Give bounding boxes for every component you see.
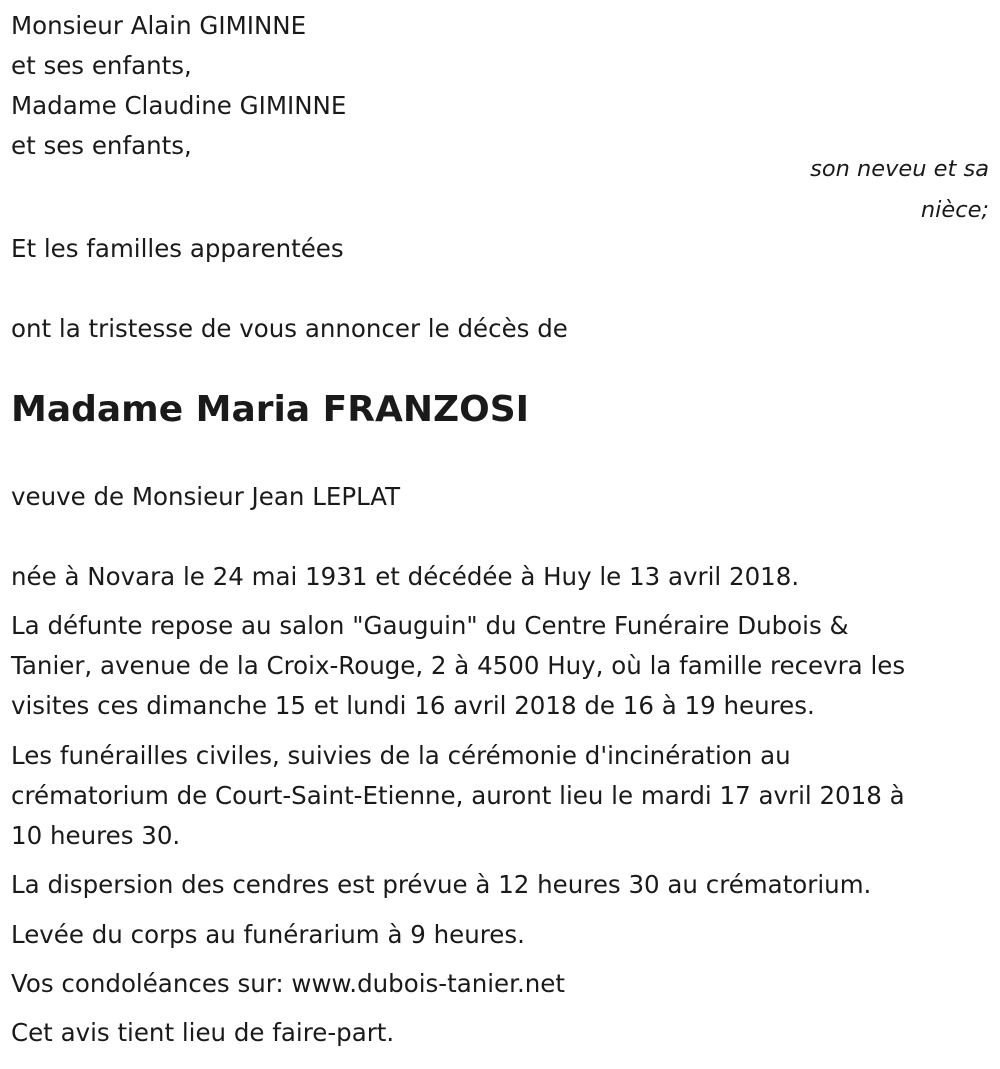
- body-removal-text: Levée du corps au funérarium à 9 heures.: [11, 920, 525, 949]
- family-member-claudine: Madame Claudine GIMINNE: [11, 91, 347, 120]
- announcement-text: ont la tristesse de vous annoncer le décès de: [11, 314, 568, 343]
- funeral-text-line1: Les funérailles civiles, suivies de la cérémonie d'incinération au: [11, 741, 791, 770]
- visitation-text-line2: Tanier, avenue de la Croix-Rouge, 2 à 4500 Huy, où la famille recevra les: [11, 651, 906, 680]
- deceased-name: Madame Maria FRANZOSI: [11, 389, 530, 430]
- visitation-text-line3: visites ces dimanche 15 et lundi 16 avril 2018 de 16 à 19 heures.: [11, 691, 815, 720]
- family-member-claudine-children: et ses enfants,: [11, 131, 192, 160]
- relation-label-line2: nièce;: [920, 197, 989, 223]
- family-member-alain: Monsieur Alain GIMINNE: [11, 11, 307, 40]
- visitation-text-line1: La défunte repose au salon "Gauguin" du Centre Funéraire Dubois &: [11, 611, 849, 640]
- funeral-text-line2: crématorium de Court-Saint-Etienne, auront lieu le mardi 17 avril 2018 à: [11, 781, 905, 810]
- family-member-alain-children: et ses enfants,: [11, 51, 192, 80]
- ashes-dispersion-text: La dispersion des cendres est prévue à 12 heures 30 au crématorium.: [11, 870, 872, 899]
- condolences-text: Vos condoléances sur: www.dubois-tanier.net: [11, 969, 565, 998]
- birth-death-text: née à Novara le 24 mai 1931 et décédée à Huy le 13 avril 2018.: [11, 562, 800, 591]
- funeral-text-line3: 10 heures 30.: [11, 821, 181, 850]
- notice-text: Cet avis tient lieu de faire-part.: [11, 1018, 395, 1047]
- extended-family: Et les familles apparentées: [11, 234, 344, 263]
- relation-label-line1: son neveu et sa: [810, 156, 989, 182]
- widow-of-text: veuve de Monsieur Jean LEPLAT: [11, 482, 401, 511]
